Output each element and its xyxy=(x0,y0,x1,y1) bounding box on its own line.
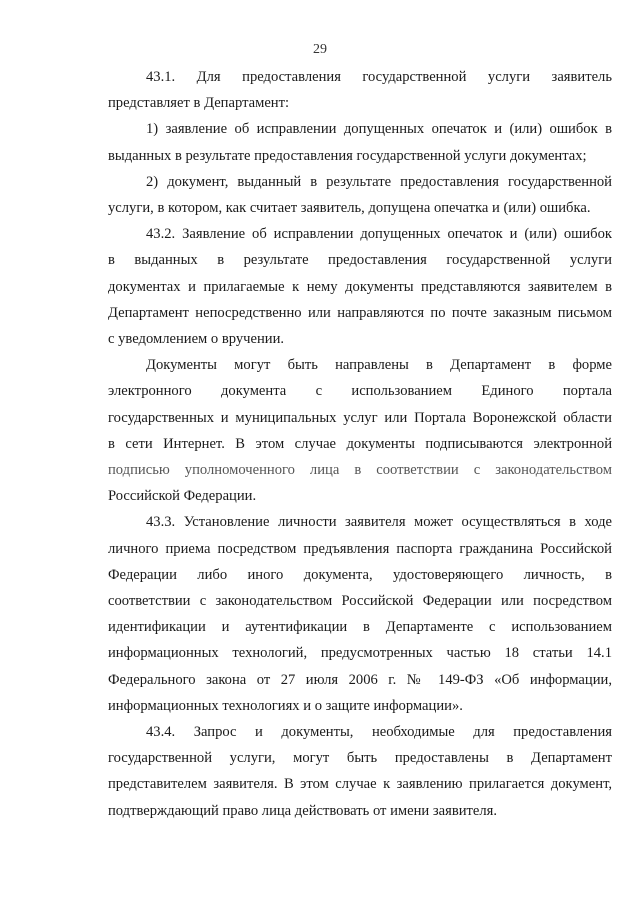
text-line: документах и прилагаемые к нему документы представляются заявителем в xyxy=(108,278,612,295)
text-line: с уведомлением о вручении. xyxy=(108,331,285,348)
text-line: в выданных в результате предоставления государственной услуги xyxy=(108,252,612,269)
document-body xyxy=(108,64,612,824)
text-line: Российской Федерации. xyxy=(108,488,257,505)
text-line: представляет в Департамент: xyxy=(108,95,290,112)
text-line: 43.2. Заявление об исправлении допущенных опечаток и (или) ошибок xyxy=(146,226,612,243)
text-line: 2) документ, выданный в результате предоставления государственной xyxy=(146,173,612,190)
paragraph-electronic-documents xyxy=(108,352,612,509)
text-line: подписью уполномоченного лица в соответствии с законодательством xyxy=(108,462,612,479)
text-line: выданных в результате предоставления государственной услуги документах; xyxy=(108,147,587,164)
text-line: представителем заявителя. В этом случае к заявлению прилагается документ, xyxy=(108,776,612,793)
text-line: Департамент непосредственно или направляются по почте заказным письмом xyxy=(108,304,612,321)
text-line: информационных технологий, предусмотренных частью 18 статьи 14.1 xyxy=(108,645,612,662)
text-line: Федерации либо иного документа, удостоверяющего личность, в xyxy=(108,566,612,583)
text-line: соответствии с законодательством Российской Федерации или посредством xyxy=(108,593,612,610)
text-line: подтверждающий право лица действовать от имени заявителя. xyxy=(108,802,498,819)
text-line: государственной услуги, могут быть предоставлены в Департамент xyxy=(108,750,612,767)
paragraph-43-2 xyxy=(108,221,612,352)
text-line: личного приема посредством предъявления паспорта гражданина Российской xyxy=(108,540,612,557)
paragraph-43-4 xyxy=(108,719,612,824)
text-line: идентификации и аутентификации в Департаменте с использованием xyxy=(108,619,612,636)
text-line: 1) заявление об исправлении допущенных опечаток и (или) ошибок в xyxy=(146,121,612,138)
text-line: 43.4. Запрос и документы, необходимые для предоставления xyxy=(146,724,612,741)
text-line: электронного документа с использованием Единого портала xyxy=(108,383,612,400)
paragraph-43-3 xyxy=(108,509,612,719)
paragraph-43-1 xyxy=(108,64,612,116)
text-line: 43.3. Установление личности заявителя может осуществляться в ходе xyxy=(146,514,612,531)
paragraph-item-2 xyxy=(108,169,612,221)
text-line: в сети Интернет. В этом случае документы подписываются электронной xyxy=(108,435,612,452)
text-line: государственных и муниципальных услуг или Портала Воронежской области xyxy=(108,409,612,426)
text-line: 43.1. Для предоставления государственной услуги заявитель xyxy=(146,69,612,85)
text-line: Документы могут быть направлены в Департамент в форме xyxy=(146,357,612,374)
page-number: 29 xyxy=(313,42,327,57)
text-line: Федерального закона от 27 июля 2006 г. № 149-ФЗ «Об информации, xyxy=(108,671,612,688)
paragraph-item-1 xyxy=(108,116,612,168)
text-line: услуги, в котором, как считает заявитель, допущена опечатка и (или) ошибка. xyxy=(108,200,591,217)
text-line: информационных технологиях и о защите информации». xyxy=(108,697,463,714)
